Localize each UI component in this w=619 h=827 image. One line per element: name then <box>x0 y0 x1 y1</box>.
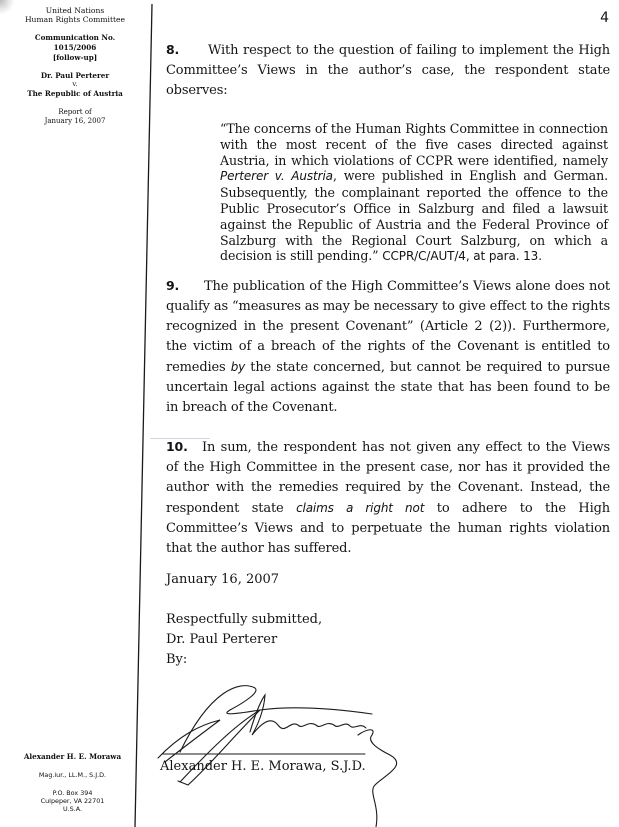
paragraph-number: 10. <box>166 439 188 454</box>
signature-stroke-letters <box>250 695 366 735</box>
org-line-2: Human Rights Committee <box>24 15 126 24</box>
signatory-name: Alexander H. E. Morawa, S.J.D. <box>160 759 366 774</box>
closing-date: January 16, 2007 <box>166 572 280 587</box>
paragraph-text: In sum, the respondent has not given any effect to the Views of the High Committee in the present case, nor has it provided the author with the remedies required by the Covenant. Instead, the respondent state <box>166 440 610 516</box>
signature-stroke-tail <box>358 730 397 827</box>
party-two: The Republic of Austria <box>27 89 123 98</box>
quote-text-continued: , were published in English and German. Subsequently, the complainant reported the offence to the Public Prosecutor’s Office in Salzburg and filed a lawsuit against the Republic of Austria and the Federal Province of Salzburg with the Regional Court Salzburg, on which a decision is still pending.” <box>220 168 608 264</box>
sidebar-report <box>0 108 150 126</box>
closing-submitted: Respectfully submitted, <box>166 612 323 627</box>
communication-note: [follow-up] <box>52 53 98 62</box>
paragraph-text-continued: to adhere to the High Committee’s Views and to perpetuate the human rights violation that the author has suffered. <box>166 501 610 556</box>
address-line-1: P.O. Box 394 <box>52 789 93 797</box>
scan-artifact-line <box>150 438 210 439</box>
signature-stroke-diagonal-1 <box>158 720 220 762</box>
report-date: January 16, 2007 <box>44 117 106 125</box>
quote-text: “The concerns of the Human Rights Committee in connection with the most recent of the five cases directed against Austria, in which violations of CCPR were identified, namely <box>220 121 608 168</box>
paragraph-9 <box>166 276 610 418</box>
paragraph-number: 8. <box>166 42 180 57</box>
closing-by: By: <box>166 652 188 667</box>
block-quote <box>220 121 608 265</box>
sidebar-address <box>0 789 145 813</box>
paragraph-10 <box>166 437 610 559</box>
quote-citation: CCPR/C/AUT/4, at para. 13. <box>378 249 542 264</box>
sidebar-parties <box>0 71 150 98</box>
paragraph-text: The publication of the High Committee’s Views alone does not qualify as “measures as may be necessary to give effect to the rights recognized in the present Covenant” (Article 2 (2)). Furthermore, the victim of a breach of the rights of the Covenant is entitled to remedies <box>166 279 610 375</box>
signature-stroke-loop <box>180 686 372 752</box>
sidebar-organization <box>0 6 150 24</box>
emphasis-italic: by <box>230 360 246 374</box>
versus: v. <box>72 80 78 88</box>
paragraph-number: 9. <box>166 278 180 293</box>
address-line-2: Culpeper, VA 22701 <box>40 797 105 805</box>
communication-number: 1015/2006 <box>53 43 97 52</box>
sidebar-author-degrees: Mag.iur., LL.M., S.J.D. <box>38 771 107 779</box>
case-name-italic: Perterer v. Austria <box>220 169 333 184</box>
closing-client-name: Dr. Paul Perterer <box>166 632 278 647</box>
paragraph-text-continued: the state concerned, but cannot be required to pursue uncertain legal actions against the state that has been found to be in breach of the Covenant. <box>166 360 610 415</box>
handwritten-signature <box>140 680 440 827</box>
org-line-1: United Nations <box>45 6 105 15</box>
report-label: Report of <box>58 108 92 116</box>
paragraph-text: With respect to the question of failing to implement the High Committee’s Views in the author’s case, the respondent state observes: <box>166 43 610 98</box>
paragraph-8 <box>166 40 610 101</box>
page-number: 4 <box>600 10 609 26</box>
sidebar-author-name: Alexander H. E. Morawa <box>23 752 122 761</box>
sidebar-communication <box>0 33 150 63</box>
address-line-3: U.S.A. <box>62 805 83 813</box>
emphasis-italic: claims a right not <box>296 501 425 515</box>
sidebar <box>0 0 150 827</box>
party-one: Dr. Paul Perterer <box>40 71 110 80</box>
communication-label: Communication No. <box>34 33 116 42</box>
